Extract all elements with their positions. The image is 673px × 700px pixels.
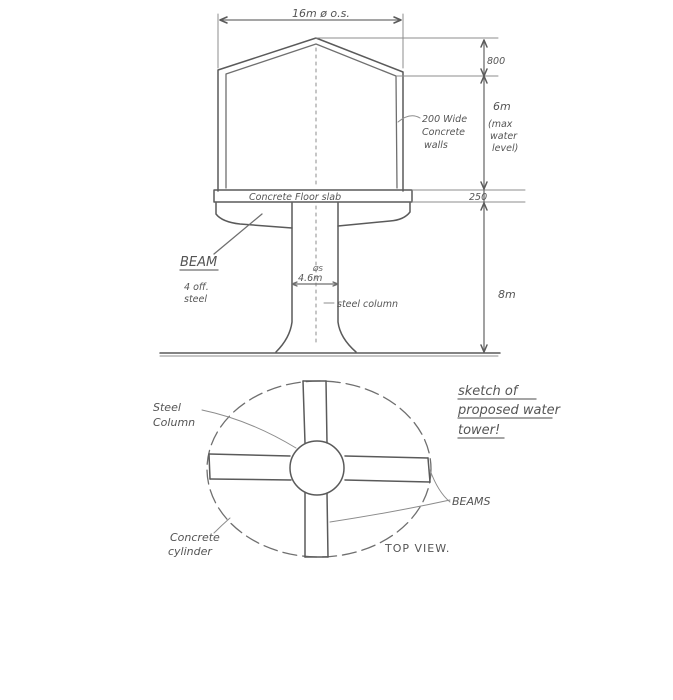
column-height-label: 8m — [498, 288, 516, 301]
wall-height-label: 6m — [493, 100, 511, 113]
beam-underside — [216, 203, 410, 228]
beams-label: BEAMS — [452, 495, 491, 508]
steel-column-elevation — [276, 203, 398, 352]
wall-height-note-3: level) — [492, 143, 519, 154]
beam-label: BEAM — [180, 255, 218, 270]
beam-qty-label: 4 off. — [184, 282, 209, 293]
concrete-cylinder-label-2: cylinder — [168, 545, 212, 558]
sketch-title — [457, 384, 562, 438]
top-view-label: TOP VIEW. — [385, 542, 451, 555]
steel-column-top — [290, 441, 344, 495]
top-view — [153, 381, 491, 558]
beam-material-label: steel — [184, 294, 208, 305]
walls-label-3: walls — [424, 140, 448, 151]
wall-height-note-1: (max — [488, 119, 513, 130]
width-label: 16m ø o.s. — [292, 7, 350, 20]
floor-slab-label: Concrete Floor slab — [249, 192, 342, 203]
column-diameter-label: 4.6m — [298, 273, 323, 284]
floor-slab — [214, 190, 412, 203]
wall-height-note-2: water — [490, 131, 518, 142]
elevation-view — [160, 7, 525, 356]
title-line-2: proposed water — [458, 403, 560, 418]
beam-vertical — [303, 381, 328, 557]
title-line-1: sketch of — [458, 384, 518, 399]
walls-label-1: 200 Wide — [422, 114, 468, 125]
beam-callout — [180, 214, 262, 305]
concrete-cylinder-label-1: Concrete — [170, 531, 220, 544]
title-line-3: tower! — [458, 423, 501, 438]
roof-rise-label: 800 — [487, 56, 506, 67]
slab-thickness-label: 250 — [469, 192, 488, 203]
ground-line — [160, 353, 500, 356]
walls-label-2: Concrete — [422, 127, 466, 138]
walls-callout — [398, 114, 467, 151]
beam-horizontal — [209, 454, 430, 482]
top-view-callouts — [153, 401, 491, 558]
steel-column-top-label-2: Column — [153, 416, 196, 429]
steel-column-top-label-1: Steel — [153, 401, 181, 414]
column-diameter-note: ØS — [313, 265, 323, 273]
steel-column-side-label: steel column — [337, 299, 398, 310]
tank-body — [218, 38, 403, 191]
cylinder-outline — [207, 381, 431, 557]
